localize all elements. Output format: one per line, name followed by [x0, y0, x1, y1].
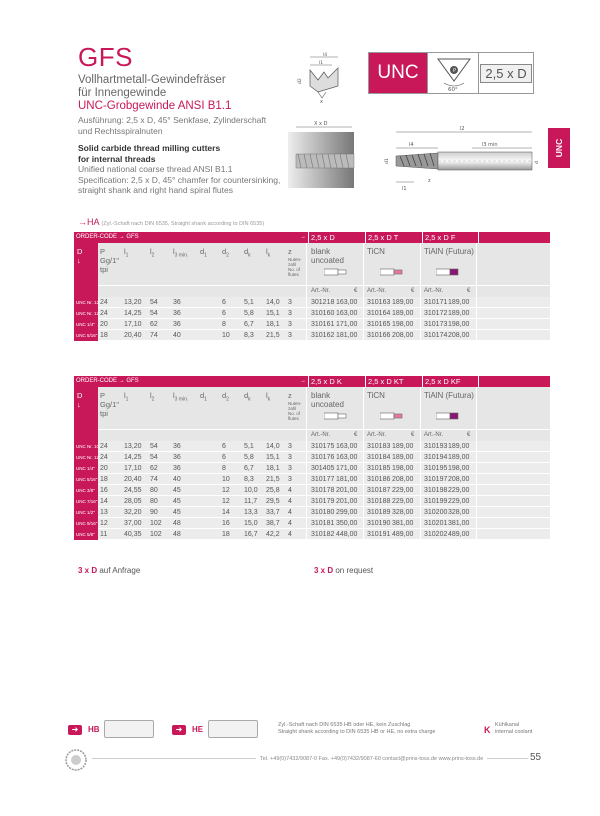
- shank-icon-blank: [324, 267, 348, 277]
- article-number: 310198: [424, 487, 448, 494]
- price: 163,00: [336, 443, 358, 450]
- price: 489,00: [392, 531, 414, 538]
- table-cell: 24,55: [124, 487, 142, 494]
- price: 189,00: [392, 299, 414, 306]
- variant-k: 2,5 x D K: [308, 376, 363, 387]
- col-d-2: D ↓: [74, 387, 98, 430]
- table-cell: 54: [150, 299, 158, 306]
- length-badge: 2,5 x D: [479, 53, 533, 93]
- row-size-label: UNC 1/4": [74, 319, 98, 330]
- table-cell: 18: [100, 476, 108, 483]
- hb-arrow-icon: ➜: [68, 725, 82, 735]
- variant-1: 2,5 x D: [308, 232, 363, 243]
- table-cell: 4: [288, 520, 292, 527]
- variant-2: 2,5 x D T: [365, 232, 420, 243]
- table-cell: 20: [100, 321, 108, 328]
- price: 189,00: [448, 310, 470, 317]
- table-cell: 74: [150, 476, 158, 483]
- table-cell: 40: [173, 476, 181, 483]
- table-cell: 80: [150, 498, 158, 505]
- l4b-label: l4: [409, 142, 414, 148]
- he-arrow-icon: ➜: [172, 725, 186, 735]
- shank-icon-tialn: [436, 267, 460, 277]
- table-row: [74, 485, 550, 496]
- table-cell: 18,1: [266, 465, 280, 472]
- table-cell: 24: [100, 454, 108, 461]
- col-lk: $l_k$: [266, 247, 271, 259]
- table-cell: 8: [222, 321, 226, 328]
- table-cell: 3: [288, 443, 292, 450]
- table-cell: 28,05: [124, 498, 142, 505]
- table-cell: 6: [222, 443, 226, 450]
- l2-label: l2: [460, 126, 465, 132]
- article-number: 310183: [367, 443, 391, 450]
- table-cell: 20,40: [124, 476, 142, 483]
- table-2: [74, 376, 550, 540]
- table-cell: 33,7: [266, 509, 280, 516]
- product-title: GFS: [78, 42, 133, 72]
- table-cell: 24: [100, 443, 108, 450]
- table-cell: 4: [288, 487, 292, 494]
- company-logo-icon: [64, 748, 88, 772]
- variant-kt: 2,5 x D KT: [365, 376, 420, 387]
- hb-shank-icon: [104, 720, 154, 738]
- table-1-column-headers: [74, 243, 550, 286]
- table-cell: 15,0: [244, 520, 258, 527]
- table-cell: 14,25: [124, 310, 142, 317]
- table-cell: 32,20: [124, 509, 142, 516]
- col-z: z: [288, 247, 292, 256]
- row-size-label: UNC 9/16": [74, 518, 98, 529]
- row-size-label: UNC 3/8": [74, 485, 98, 496]
- article-number: 310165: [367, 321, 391, 328]
- unc-label: UNC: [369, 53, 427, 93]
- table-cell: 6,7: [244, 465, 254, 472]
- table-2-header: [74, 376, 550, 387]
- table-row: [74, 308, 550, 319]
- row-size-label: UNC 5/8": [74, 529, 98, 540]
- table-cell: 14,0: [266, 443, 280, 450]
- price: 201,00: [336, 487, 358, 494]
- table-cell: 12: [222, 498, 230, 505]
- x-label: x: [320, 99, 323, 104]
- table-cell: 6: [222, 310, 226, 317]
- table-cell: 29,5: [266, 498, 280, 505]
- row-size-label: UNC 1/4": [74, 463, 98, 474]
- table-row: [74, 496, 550, 507]
- price: 350,00: [336, 520, 358, 527]
- table-cell: 40,35: [124, 531, 142, 538]
- table-row: [74, 529, 550, 540]
- row-size-label: UNC Nr. 12: [74, 452, 98, 463]
- table-cell: 21,5: [266, 476, 280, 483]
- tool-drawing: [288, 118, 544, 198]
- col-l2: $l_2$: [150, 247, 155, 259]
- table-cell: 18,1: [266, 321, 280, 328]
- note-german: 3 x D auf Anfrage: [78, 566, 141, 575]
- he-label: HE: [192, 725, 204, 734]
- thread-angle-icon: [427, 53, 479, 93]
- table-cell: 10,0: [244, 487, 258, 494]
- table-row: [74, 452, 550, 463]
- l3min-label: l3 min: [482, 142, 498, 148]
- table-cell: 36: [173, 454, 181, 461]
- l1-label: l1: [319, 61, 324, 66]
- table-cell: 54: [150, 310, 158, 317]
- row-size-label: UNC 5/16": [74, 330, 98, 341]
- table-row: [74, 474, 550, 485]
- article-number: 301405: [311, 465, 335, 472]
- coating-ticn: TiCN: [367, 247, 385, 256]
- table-cell: 11,7: [244, 498, 258, 505]
- article-number: 310189: [367, 509, 391, 516]
- table-cell: 10: [222, 476, 230, 483]
- price: 181,00: [336, 476, 358, 483]
- shank-icon-ticn: [380, 267, 404, 277]
- table-cell: 102: [150, 520, 162, 527]
- thread-profile-drawing: [296, 52, 352, 104]
- article-number: 310175: [311, 443, 335, 450]
- variant-empty-2: [478, 376, 550, 387]
- svg-text:P: P: [453, 68, 457, 74]
- table-cell: 14,0: [266, 299, 280, 306]
- price: 208,00: [392, 332, 414, 339]
- table-row: [74, 518, 550, 529]
- price: 189,00: [392, 454, 414, 461]
- table-2-subheader: Art.-Nr. € Art.-Nr. € Art.-Nr. €: [74, 430, 550, 441]
- header-arrow-2: →: [300, 378, 306, 384]
- article-number: 310166: [367, 332, 391, 339]
- article-number: 310160: [311, 310, 335, 317]
- table-cell: 13,20: [124, 443, 142, 450]
- row-size-label: UNC 1/2": [74, 507, 98, 518]
- row-size-label: UNC 5/16": [74, 474, 98, 485]
- table-cell: 3: [288, 332, 292, 339]
- table-cell: 10: [222, 332, 230, 339]
- table-cell: 15,1: [266, 310, 280, 317]
- article-number: 310195: [424, 465, 448, 472]
- coating-tialn: TiAlN (Futura): [424, 247, 474, 256]
- article-number: 310178: [311, 487, 335, 494]
- price: 328,00: [448, 509, 470, 516]
- price: 208,00: [392, 476, 414, 483]
- table-cell: 4: [288, 531, 292, 538]
- shank-icon-tialn-2: [436, 411, 460, 421]
- table-cell: 54: [150, 443, 158, 450]
- variant-empty: [478, 232, 550, 243]
- d2-label: d2: [298, 78, 303, 84]
- table-cell: 48: [173, 520, 181, 527]
- price: 299,00: [336, 509, 358, 516]
- price: 171,00: [336, 321, 358, 328]
- article-number: 310184: [367, 454, 391, 461]
- col-d: D ↓: [74, 243, 98, 286]
- table-cell: 42,2: [266, 531, 280, 538]
- table-cell: 3: [288, 454, 292, 461]
- table-1-header: [74, 232, 550, 243]
- table-cell: 36: [173, 443, 181, 450]
- table-cell: 54: [150, 454, 158, 461]
- article-number: 310200: [424, 509, 448, 516]
- article-number: 310190: [367, 520, 391, 527]
- d-label: d: [535, 161, 540, 164]
- table-cell: 6: [222, 299, 226, 306]
- table-1-body: [74, 297, 550, 341]
- article-number: 310197: [424, 476, 448, 483]
- article-number: 310179: [311, 498, 335, 505]
- col-d1: $d_1$: [200, 247, 207, 259]
- table-cell: 8,3: [244, 332, 254, 339]
- table-cell: 14,25: [124, 454, 142, 461]
- article-number: 310194: [424, 454, 448, 461]
- table-cell: 24: [100, 299, 108, 306]
- article-number: 310185: [367, 465, 391, 472]
- row-size-label: UNC Nr. 12: [74, 308, 98, 319]
- table-cell: 17,10: [124, 465, 142, 472]
- price: 198,00: [448, 321, 470, 328]
- z-note: Nuten- zahl No. of flutes: [288, 257, 302, 277]
- price: 189,00: [448, 443, 470, 450]
- z-label: z: [428, 178, 431, 184]
- shank-footnote: Zyl.-Schaft nach DIN 6535 HB oder HE, kein Zuschlag Straight shank according to DIN 6535 HB or HE, no extra charge: [278, 722, 436, 735]
- table-cell: 3: [288, 465, 292, 472]
- table-cell: 45: [173, 498, 181, 505]
- table-cell: 15,1: [266, 454, 280, 461]
- article-number: 310174: [424, 332, 448, 339]
- table-cell: 90: [150, 509, 158, 516]
- article-number: 310201: [424, 520, 448, 527]
- table-cell: 20,40: [124, 332, 142, 339]
- german-title: Vollhartmetall-Gewindefräser für Innengewinde: [78, 74, 226, 99]
- table-cell: 3: [288, 321, 292, 328]
- shank-icon-blank-2: [324, 411, 348, 421]
- table-cell: 16,7: [244, 531, 258, 538]
- ha-shank-note: →HA (Zyl.-Schaft nach DIN 6535, Straight shank according to DIN 6535): [78, 217, 265, 227]
- table-cell: 36: [173, 465, 181, 472]
- price: 198,00: [448, 465, 470, 472]
- table-cell: 3: [288, 476, 292, 483]
- row-size-label: UNC Nr. 10: [74, 441, 98, 452]
- english-description: Unified national coarse thread ANSI B1.1 Specification: 2,5 x D, 45° chamfer for countersinking, straight shank and right hand spiral flutes: [78, 164, 281, 195]
- variant-3: 2,5 x D F: [422, 232, 477, 243]
- price: 381,00: [448, 520, 470, 527]
- price: 189,00: [392, 443, 414, 450]
- table-row: [74, 507, 550, 518]
- contact-info: Tel. +49(0)7432/9087-0 Fax. +49(0)7432/9087-60 contact@prins-toss.de www.prins-toss.de: [256, 756, 487, 762]
- german-subtitle: UNC-Grobgewinde ANSI B1.1: [78, 100, 232, 112]
- col-dk: $d_k$: [244, 247, 251, 259]
- article-number: 310188: [367, 498, 391, 505]
- german-description: Ausführung: 2,5 x D, 45° Senkfase, Zylinderschaft und Rechtsspiralnuten: [78, 115, 267, 136]
- price: 201,00: [336, 498, 358, 505]
- table-1-subheader: Art.-Nr. € Art.-Nr. € Art.-Nr. €: [74, 286, 550, 297]
- table-cell: 5,1: [244, 299, 254, 306]
- price: 489,00: [448, 531, 470, 538]
- order-code-label: ORDER-CODE → GFS: [76, 234, 139, 240]
- row-size-label: UNC Nr. 12: [74, 297, 98, 308]
- table-cell: 102: [150, 531, 162, 538]
- price: 189,00: [448, 299, 470, 306]
- xd-label: X x D: [314, 121, 328, 127]
- he-shank-icon: [208, 720, 258, 738]
- table-cell: 13,20: [124, 299, 142, 306]
- table-cell: 74: [150, 332, 158, 339]
- price: 163,00: [336, 454, 358, 461]
- col-l3min: $l_{3 min.}$: [173, 247, 189, 259]
- price: 328,00: [392, 509, 414, 516]
- table-cell: 12: [100, 520, 108, 527]
- table-cell: 48: [173, 531, 181, 538]
- table-cell: 13,3: [244, 509, 258, 516]
- article-number: 310173: [424, 321, 448, 328]
- article-number: 310181: [311, 520, 335, 527]
- table-cell: 25,8: [266, 487, 280, 494]
- hb-label: HB: [88, 725, 100, 734]
- table-cell: 18: [222, 531, 230, 538]
- price: 381,00: [392, 520, 414, 527]
- price: 229,00: [448, 498, 470, 505]
- table-row: [74, 297, 550, 308]
- price: 229,00: [392, 487, 414, 494]
- table-cell: 6,7: [244, 321, 254, 328]
- col-d2: $d_2$: [222, 247, 229, 259]
- article-number: 310191: [367, 531, 391, 538]
- col-p: P Gg/1" tpi: [100, 247, 119, 274]
- article-number: 310177: [311, 476, 335, 483]
- shank-icon-ticn-2: [380, 411, 404, 421]
- table-cell: 11: [100, 531, 108, 538]
- article-number: 301218: [311, 299, 335, 306]
- table-cell: 14: [100, 498, 108, 505]
- article-number: 310176: [311, 454, 335, 461]
- table-cell: 3: [288, 310, 292, 317]
- table-2-column-headers: D ↓ P Gg/1" tpi $l_1$ $l_2$ $l_{3 min.}$ $d_1$ $d_2$ $d_k$ $l_k$ z Nuten- zahl No. of flutes blank uncoated TiCN TiAlN (Futura): [74, 387, 550, 430]
- table-cell: 16: [100, 487, 108, 494]
- table-cell: 37,00: [124, 520, 142, 527]
- angle-label: 60°: [448, 87, 458, 93]
- table-cell: 6: [222, 454, 226, 461]
- article-number: 310193: [424, 443, 448, 450]
- thread-type-badge: [368, 52, 534, 94]
- side-tab-unc: UNC: [548, 128, 570, 168]
- price: 198,00: [392, 465, 414, 472]
- table-2-body: [74, 441, 550, 540]
- article-number: 310187: [367, 487, 391, 494]
- table-row: [74, 319, 550, 330]
- table-cell: 17,10: [124, 321, 142, 328]
- price: 171,00: [336, 465, 358, 472]
- table-cell: 4: [288, 498, 292, 505]
- table-cell: 14: [222, 509, 230, 516]
- article-number: 310202: [424, 531, 448, 538]
- table-row: [74, 463, 550, 474]
- table-cell: 5,8: [244, 454, 254, 461]
- table-cell: 45: [173, 487, 181, 494]
- l1b-label: l1: [402, 186, 407, 192]
- table-cell: 36: [173, 321, 181, 328]
- price: 189,00: [392, 310, 414, 317]
- price: 189,00: [448, 454, 470, 461]
- table-cell: 5,8: [244, 310, 254, 317]
- article-number: 310161: [311, 321, 335, 328]
- table-cell: 24: [100, 310, 108, 317]
- price: 163,00: [336, 310, 358, 317]
- table-cell: 36: [173, 299, 181, 306]
- price: 229,00: [448, 487, 470, 494]
- article-number: 310162: [311, 332, 335, 339]
- table-cell: 45: [173, 509, 181, 516]
- order-code-label-2: ORDER-CODE → GFS: [76, 378, 139, 384]
- article-number: 310172: [424, 310, 448, 317]
- table-cell: 3: [288, 299, 292, 306]
- price: 208,00: [448, 332, 470, 339]
- article-number: 310180: [311, 509, 335, 516]
- table-cell: 12: [222, 487, 230, 494]
- table-cell: 16: [222, 520, 230, 527]
- article-number: 310186: [367, 476, 391, 483]
- table-cell: 36: [173, 310, 181, 317]
- row-size-label: UNC 7/16": [74, 496, 98, 507]
- table-row: [74, 330, 550, 341]
- table-cell: 8,3: [244, 476, 254, 483]
- table-1: [74, 232, 550, 341]
- table-cell: 62: [150, 321, 158, 328]
- article-number: 310163: [367, 299, 391, 306]
- page-number: 55: [530, 752, 542, 763]
- table-cell: 40: [173, 332, 181, 339]
- article-number: 310182: [311, 531, 335, 538]
- table-row: [74, 441, 550, 452]
- table-cell: 62: [150, 465, 158, 472]
- l4-label: l4: [323, 53, 328, 58]
- table-cell: 4: [288, 509, 292, 516]
- coating-blank: blank uncoated: [311, 247, 344, 265]
- english-title: Solid carbide thread milling cutters for internal threads: [78, 143, 221, 164]
- table-cell: 8: [222, 465, 226, 472]
- table-cell: 5,1: [244, 443, 254, 450]
- table-cell: 20: [100, 465, 108, 472]
- article-number: 310199: [424, 498, 448, 505]
- coolant-k-label: K: [484, 725, 491, 735]
- d1-label: d1: [385, 158, 390, 164]
- price: 198,00: [392, 321, 414, 328]
- table-cell: 18: [100, 332, 108, 339]
- col-l1: $l_1$: [124, 247, 129, 259]
- note-english: 3 x D on request: [314, 566, 374, 575]
- price: 448,00: [336, 531, 358, 538]
- variant-kf: 2,5 x D KF: [422, 376, 477, 387]
- table-cell: 13: [100, 509, 108, 516]
- table-cell: 21,5: [266, 332, 280, 339]
- coolant-note: Kühlkanal internal coolant: [495, 722, 533, 735]
- price: 229,00: [392, 498, 414, 505]
- price: 181,00: [336, 332, 358, 339]
- price: 208,00: [448, 476, 470, 483]
- article-number: 310164: [367, 310, 391, 317]
- header-arrow: →: [300, 234, 306, 240]
- article-number: 310171: [424, 299, 448, 306]
- price: 163,00: [336, 299, 358, 306]
- table-cell: 38,7: [266, 520, 280, 527]
- table-cell: 80: [150, 487, 158, 494]
